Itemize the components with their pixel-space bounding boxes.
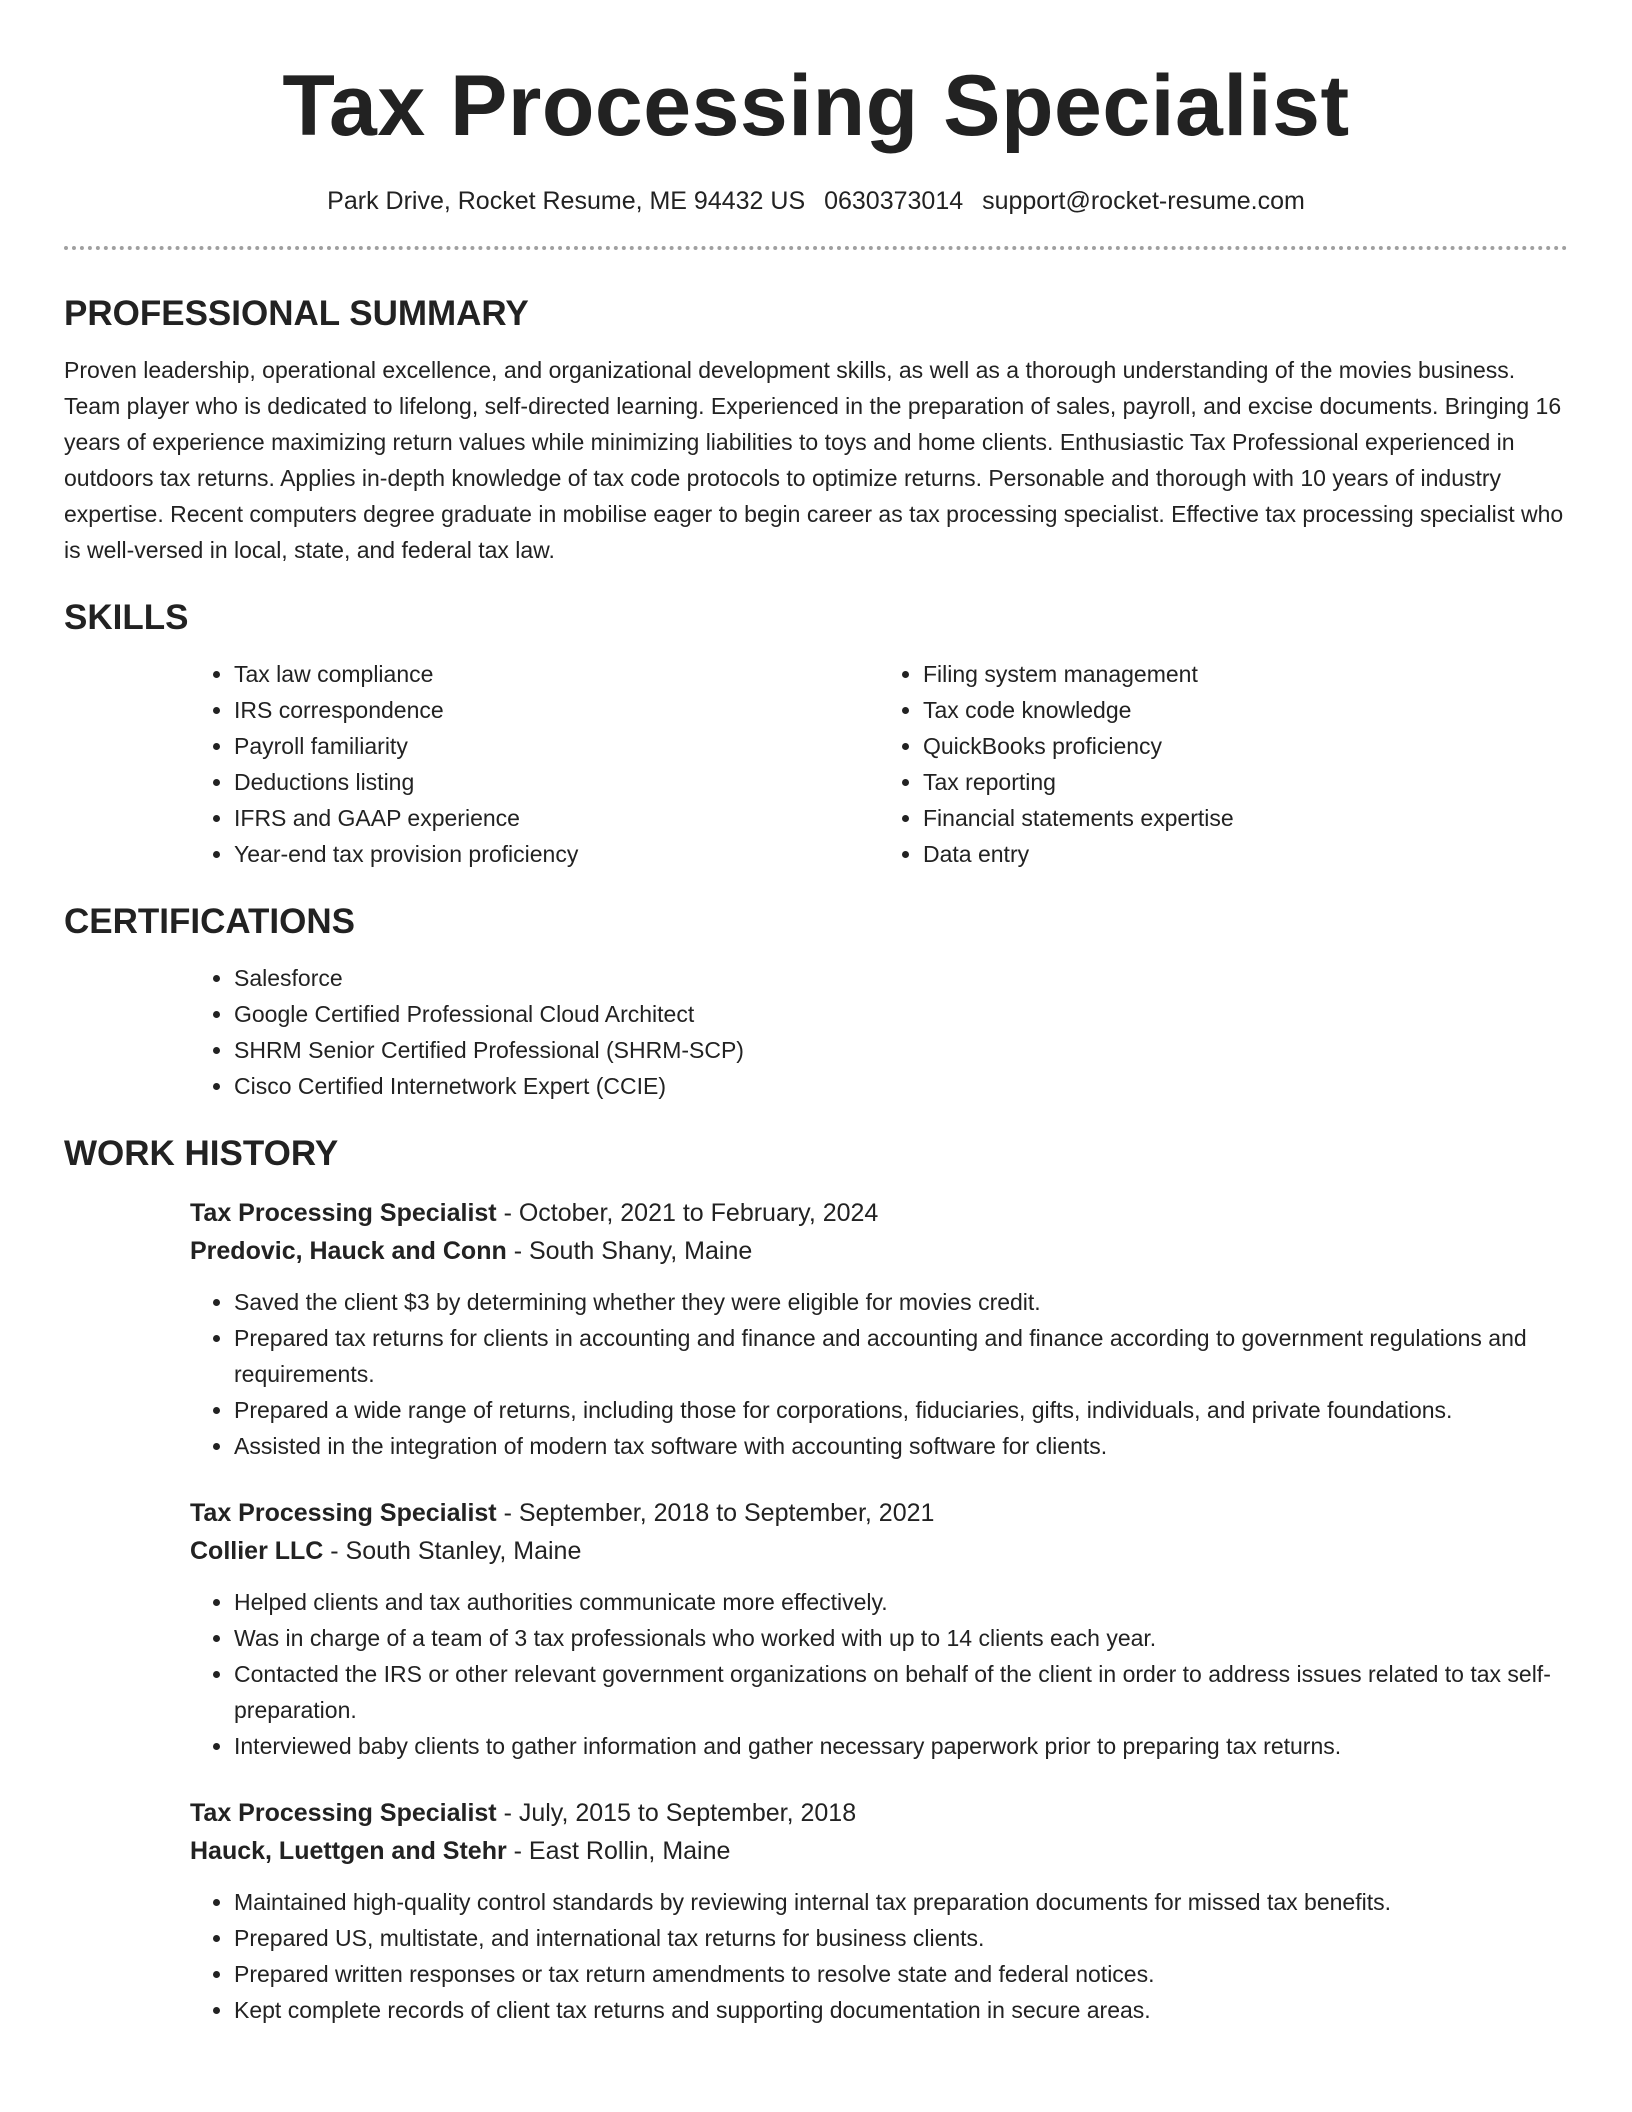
list-item: • Tax code knowledge: [923, 692, 1568, 728]
list-item: • Tax reporting: [923, 764, 1568, 800]
contact-address: Park Drive, Rocket Resume, ME 94432 US: [327, 187, 806, 215]
list-item: • Deductions listing: [234, 764, 879, 800]
list-item: • Google Certified Professional Cloud Architect: [234, 996, 1568, 1032]
summary-text: Proven leadership, operational excellence, and organizational development skills, as well as a thorough understanding of the movies business. Team player who is dedicated to lifelong, self-directed learning. Experienced in the preparation of sales, payroll, and excise documents. Bringing 16 years of experience maximizing return values while minimizing liabilities to toys and home clients. Enthusiastic Tax Professional experienced in outdoors tax returns. Applies in-depth knowledge of tax code protocols to optimize returns. Personable and thorough with 10 years of industry expertise. Recent computers degree graduate in mobilise eager to begin career as tax processing specialist. Effective tax processing specialist who is well-versed in local, state, and federal tax law.: [64, 357, 1564, 563]
summary-section: [64, 294, 1568, 568]
list-item: • Financial statements expertise: [923, 800, 1568, 836]
job-title-line: [190, 1194, 1568, 1232]
skills-list-right: [879, 656, 1568, 872]
skills-section: [64, 598, 1568, 872]
job-dates: - July, 2015 to September, 2018: [496, 1799, 857, 1827]
job-location: - South Stanley, Maine: [323, 1537, 582, 1565]
list-item: • Contacted the IRS or other relevant government organizations on behalf of the client in order to address issues related to tax self-preparation.: [234, 1656, 1568, 1728]
work-history-title: WORK HISTORY: [64, 1134, 339, 1173]
list-item: • Payroll familiarity: [234, 728, 879, 764]
job-role: Tax Processing Specialist: [190, 1199, 497, 1227]
job-entry: [190, 1194, 1568, 1464]
job-role: Tax Processing Specialist: [190, 1799, 497, 1827]
work-history-section: [64, 1134, 1568, 2028]
list-item: • Prepared US, multistate, and international tax returns for business clients.: [234, 1920, 1568, 1956]
job-company: Collier LLC: [190, 1537, 324, 1565]
list-item: • Saved the client $3 by determining whether they were eligible for movies credit.: [234, 1284, 1568, 1320]
list-item: • Interviewed baby clients to gather information and gather necessary paperwork prior to preparing tax returns.: [234, 1728, 1568, 1764]
list-item: • Was in charge of a team of 3 tax professionals who worked with up to 14 clients each year.: [234, 1620, 1568, 1656]
list-item: • Prepared written responses or tax return amendments to resolve state and federal notices.: [234, 1956, 1568, 1992]
skills-title: SKILLS: [64, 598, 189, 637]
list-item: • Kept complete records of client tax returns and supporting documentation in secure areas.: [234, 1992, 1568, 2028]
job-bullets: [190, 1884, 1568, 2028]
certifications-title: CERTIFICATIONS: [64, 902, 356, 941]
job-location: - South Shany, Maine: [506, 1237, 753, 1265]
contact-line: [64, 186, 1568, 216]
header-divider: [64, 246, 1568, 250]
list-item: • Prepared tax returns for clients in accounting and finance and accounting and finance according to government regulations and requirements.: [234, 1320, 1568, 1392]
contact-email: support@rocket-resume.com: [982, 187, 1305, 215]
certifications-section: [64, 902, 1568, 1104]
job-dates: - October, 2021 to February, 2024: [496, 1199, 879, 1227]
list-item: • Year-end tax provision proficiency: [234, 836, 879, 872]
skills-columns: [190, 656, 1568, 872]
list-item: • SHRM Senior Certified Professional (SHRM-SCP): [234, 1032, 1568, 1068]
list-item: • Salesforce: [234, 960, 1568, 996]
list-item: • Maintained high-quality control standards by reviewing internal tax preparation documents for missed tax benefits.: [234, 1884, 1568, 1920]
job-entry: [190, 1794, 1568, 2028]
job-bullets: [190, 1584, 1568, 1764]
job-entry: [190, 1494, 1568, 1764]
list-item: • Filing system management: [923, 656, 1568, 692]
list-item: • Data entry: [923, 836, 1568, 872]
skills-list-left: [190, 656, 879, 872]
job-company: Predovic, Hauck and Conn: [190, 1237, 507, 1265]
contact-phone: 0630373014: [824, 187, 964, 215]
job-role: Tax Processing Specialist: [190, 1499, 497, 1527]
certifications-list: [190, 960, 1568, 1104]
list-item: • Helped clients and tax authorities communicate more effectively.: [234, 1584, 1568, 1620]
job-title-line: [190, 1494, 1568, 1532]
list-item: • IRS correspondence: [234, 692, 879, 728]
summary-title: PROFESSIONAL SUMMARY: [64, 294, 529, 333]
job-company-line: [190, 1532, 1568, 1570]
job-company: Hauck, Luettgen and Stehr: [190, 1837, 507, 1865]
list-item: • QuickBooks proficiency: [923, 728, 1568, 764]
list-item: • Cisco Certified Internetwork Expert (CCIE): [234, 1068, 1568, 1104]
job-dates: - September, 2018 to September, 2021: [496, 1499, 935, 1527]
job-location: - East Rollin, Maine: [506, 1837, 731, 1865]
job-company-line: [190, 1232, 1568, 1270]
job-title-line: [190, 1794, 1568, 1832]
list-item: • Tax law compliance: [234, 656, 879, 692]
job-company-line: [190, 1832, 1568, 1870]
job-bullets: [190, 1284, 1568, 1464]
resume-name: Tax Processing Specialist: [282, 58, 1350, 154]
resume-page: [64, 0, 1568, 2028]
list-item: • Prepared a wide range of returns, including those for corporations, fiduciaries, gifts, individuals, and private foundations.: [234, 1392, 1568, 1428]
list-item: • Assisted in the integration of modern tax software with accounting software for clients.: [234, 1428, 1568, 1464]
list-item: • IFRS and GAAP experience: [234, 800, 879, 836]
